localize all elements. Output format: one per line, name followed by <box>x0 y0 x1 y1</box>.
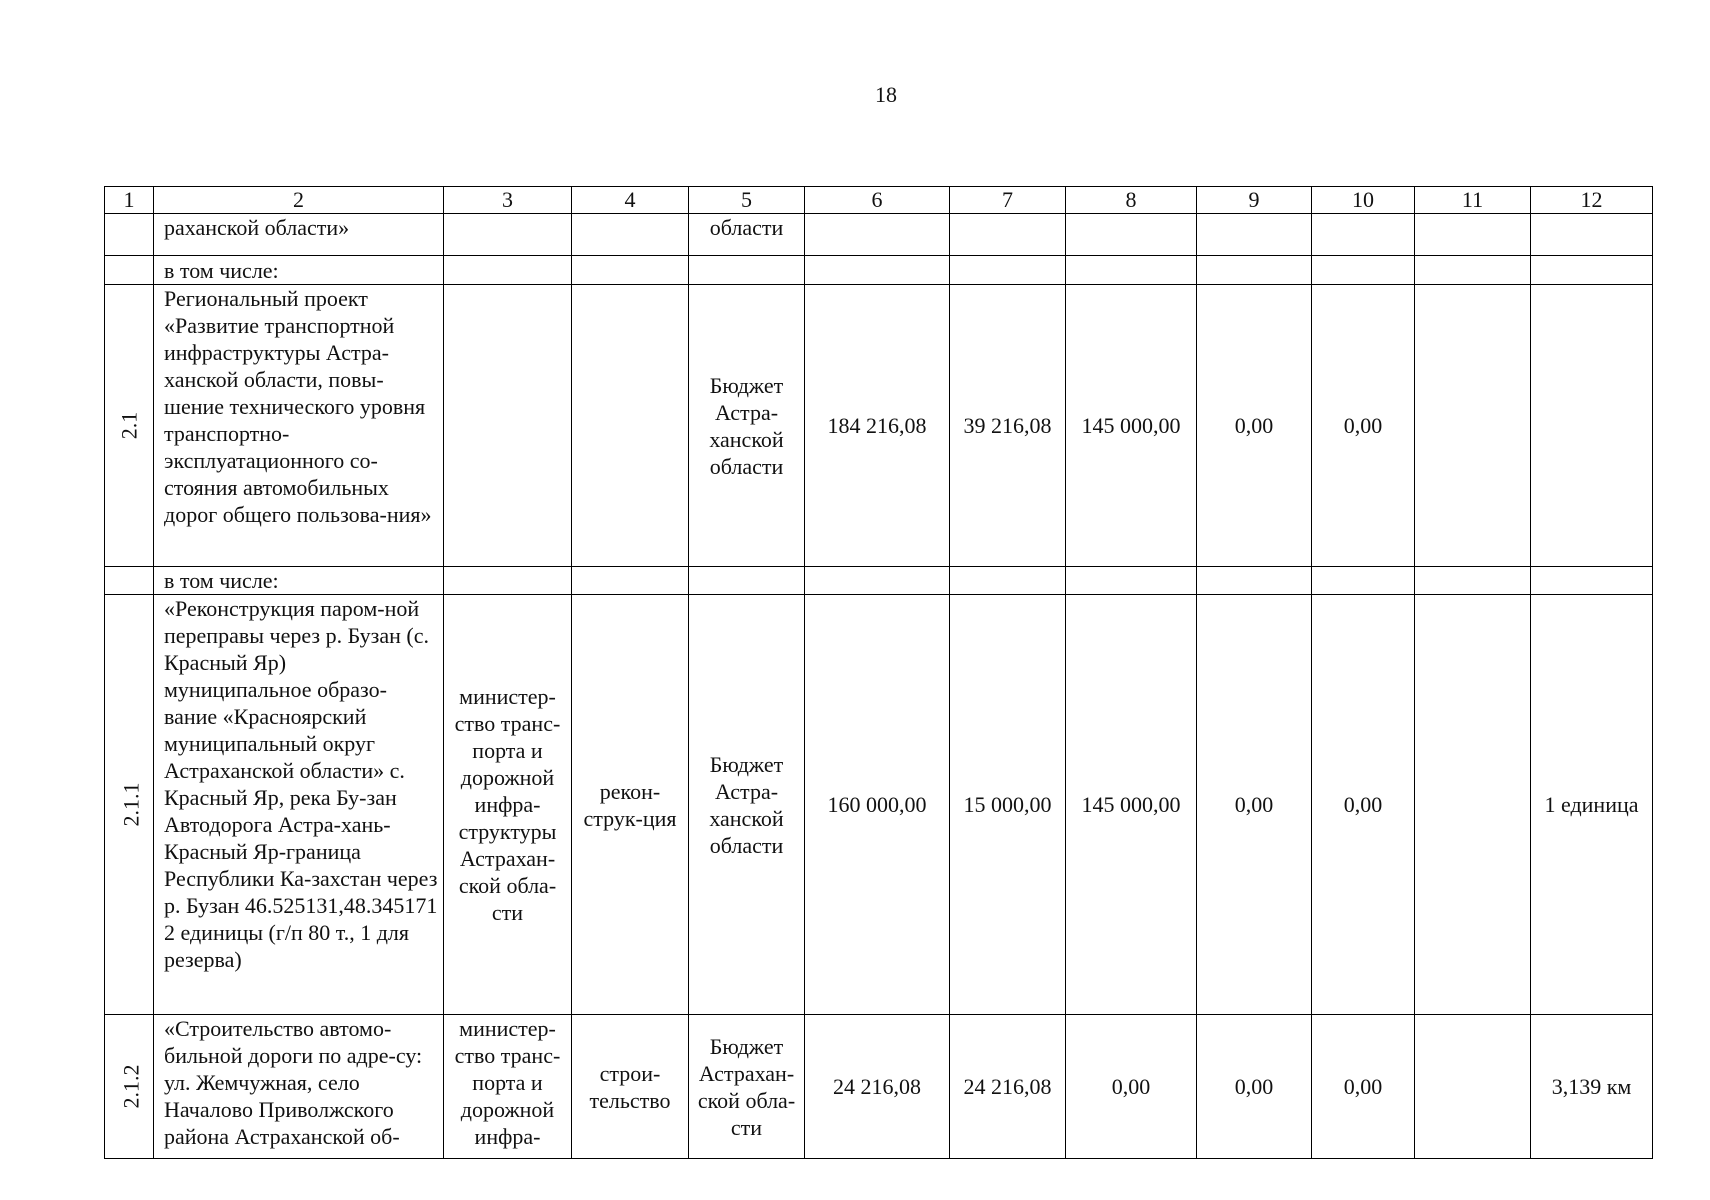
row-label: в том числе: <box>154 567 444 595</box>
cell-col8: 145 000,00 <box>1066 595 1197 1015</box>
row-number: 2.1.1 <box>118 782 144 827</box>
row-type: рекон-струк-ция <box>572 595 689 1015</box>
cell-col6: 184 216,08 <box>805 285 950 567</box>
header-cell: 6 <box>805 187 950 214</box>
row-executor: министер-ство транс-порта и дорожной инфра- <box>444 1015 572 1159</box>
header-cell: 4 <box>572 187 689 214</box>
cell-col8: 0,00 <box>1066 1015 1197 1159</box>
cell-col10: 0,00 <box>1312 1015 1415 1159</box>
table-header-row <box>105 187 1653 214</box>
row-executor: министер-ство транс-порта и дорожной инфра-структуры Астрахан-ской обла-сти <box>444 595 572 1015</box>
row-source: Бюджет Астрахан-ской обла-сти <box>689 1015 805 1159</box>
row-name: «Реконструкция паром-ной переправы через р. Бузан (с. Красный Яр) муниципальное образо-вание «Красноярский муниципальный округ Астраханской области» с. Красный Яр, река Бу-зан Автодорога Астра-хань-Красный Яр-граница Республики Ка-захстан через р. Бузан 46.525131,48.345171 2 единицы (г/п 80 т., 1 для резерва) <box>154 595 444 1015</box>
header-cell: 12 <box>1531 187 1653 214</box>
row-number: 2.1.2 <box>118 1064 144 1109</box>
header-cell: 9 <box>1197 187 1312 214</box>
table-row-continuation <box>105 214 1653 256</box>
row-name: «Строительство автомо-бильной дороги по адре-су: ул. Жемчужная, село Началово Приволжского района Астраханской об- <box>154 1015 444 1159</box>
header-cell: 2 <box>154 187 444 214</box>
row-name: раханской области» <box>154 214 444 256</box>
cell-col7: 15 000,00 <box>950 595 1066 1015</box>
page-number: 18 <box>875 82 897 107</box>
cell-col6: 24 216,08 <box>805 1015 950 1159</box>
table-row-2-1 <box>105 285 1653 567</box>
table-row-2-1-2 <box>105 1015 1653 1159</box>
table-row-subtotal-label <box>105 256 1653 285</box>
header-cell: 5 <box>689 187 805 214</box>
row-type: строи-тельство <box>572 1015 689 1159</box>
row-name: Региональный проект «Развитие транспортной инфраструктуры Астра-ханской области, повы-шение технического уровня транспортно-эксплуатационного со-стояния автомобильных дорог общего пользова-ния» <box>154 285 444 567</box>
row-label: в том числе: <box>154 256 444 285</box>
cell-col8: 145 000,00 <box>1066 285 1197 567</box>
header-cell: 3 <box>444 187 572 214</box>
row-source: Бюджет Астра-ханской области <box>689 595 805 1015</box>
table-row-2-1-1 <box>105 595 1653 1015</box>
cell-col9: 0,00 <box>1197 595 1312 1015</box>
cell-col10: 0,00 <box>1312 285 1415 567</box>
table-row-subtotal-label <box>105 567 1653 595</box>
cell-col7: 24 216,08 <box>950 1015 1066 1159</box>
budget-table <box>104 186 1653 1159</box>
cell-col12: 3,139 км <box>1531 1015 1653 1159</box>
cell-col7: 39 216,08 <box>950 285 1066 567</box>
row-source: области <box>689 214 805 256</box>
row-number: 2.1 <box>116 411 142 440</box>
cell-col6: 160 000,00 <box>805 595 950 1015</box>
header-cell: 1 <box>105 187 154 214</box>
header-cell: 11 <box>1415 187 1531 214</box>
cell-col9: 0,00 <box>1197 1015 1312 1159</box>
header-cell: 10 <box>1312 187 1415 214</box>
row-source: Бюджет Астра-ханской области <box>689 285 805 567</box>
header-cell: 7 <box>950 187 1066 214</box>
header-cell: 8 <box>1066 187 1197 214</box>
cell-col12: 1 единица <box>1531 595 1653 1015</box>
cell-col10: 0,00 <box>1312 595 1415 1015</box>
cell-col9: 0,00 <box>1197 285 1312 567</box>
